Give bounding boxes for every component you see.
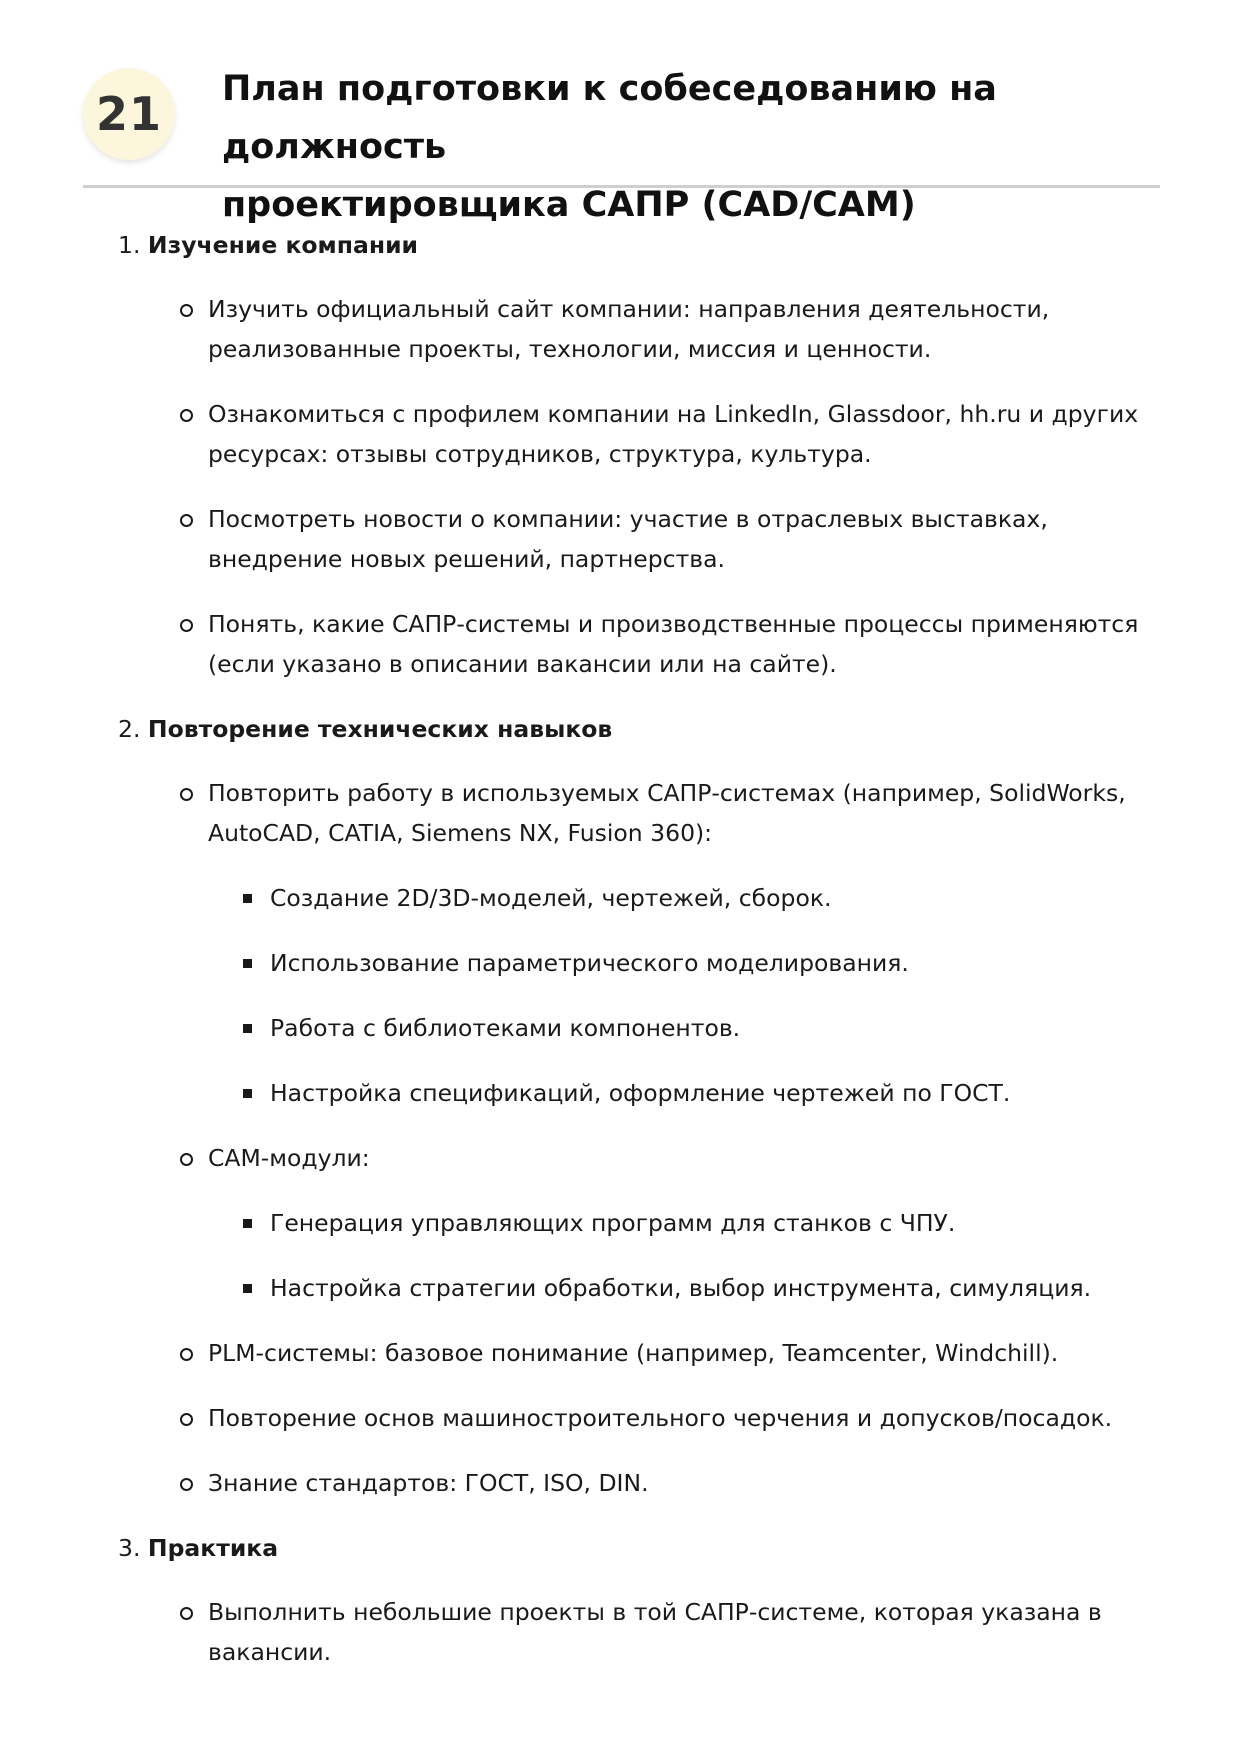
section-company-research [118, 225, 1158, 684]
sub-list-item: Настройка стратегии обработки, выбор инструмента, симуляция. [270, 1268, 1158, 1308]
list-item-text: Знание стандартов: ГОСТ, ISO, DIN. [208, 1469, 649, 1497]
section-number: 1. [118, 231, 141, 259]
page-title-line-2: проектировщика САПР (CAD/CAM) [222, 185, 916, 225]
sub-bullet-list [208, 1203, 1158, 1308]
list-item [208, 1463, 1158, 1503]
section-number: 2. [118, 715, 141, 743]
page-title-line-1: План подготовки к собеседованию на должность [222, 69, 997, 167]
sub-list-item: Использование параметрического моделирования. [270, 943, 1158, 983]
sub-list-item: Создание 2D/3D-моделей, чертежей, сборок. [270, 878, 1158, 918]
list-item [208, 1138, 1158, 1308]
page-header [83, 60, 1160, 225]
list-item-text: Повторение основ машиностроительного черчения и допусков/посадок. [208, 1404, 1113, 1432]
section-number: 3. [118, 1534, 141, 1562]
chapter-number-badge: 21 [83, 68, 175, 160]
section-title: Повторение технических навыков [147, 715, 613, 743]
sub-bullet-list [208, 878, 1158, 1113]
list-item-text: Понять, какие САПР-системы и производственные процессы применяются (если указано в описании вакансии или на сайте). [208, 610, 1139, 678]
list-item-text: PLM-системы: базовое понимание (например, Teamcenter, Windchill). [208, 1339, 1059, 1367]
list-item [208, 1592, 1158, 1672]
list-item-text: Посмотреть новости о компании: участие в отраслевых выставках, внедрение новых решений, партнерства. [208, 505, 1048, 573]
section-title: Практика [147, 1534, 279, 1562]
list-item [208, 1333, 1158, 1373]
section-heading [118, 709, 1158, 749]
bullet-list [118, 1592, 1158, 1672]
list-item [208, 499, 1158, 579]
page-title [222, 60, 1162, 234]
document-body [118, 225, 1158, 1697]
list-item-text: Повторить работу в используемых САПР-системах (например, SolidWorks, AutoCAD, CATIA, Siemens NX, Fusion 360): [208, 779, 1126, 847]
list-item-text: Изучить официальный сайт компании: направления деятельности, реализованные проекты, технологии, миссия и ценности. [208, 295, 1050, 363]
list-item-text: CAM-модули: [208, 1144, 370, 1172]
section-title: Изучение компании [147, 231, 419, 259]
section-heading [118, 225, 1158, 265]
list-item [208, 394, 1158, 474]
list-item-text: Ознакомиться с профилем компании на LinkedIn, Glassdoor, hh.ru и других ресурсах: отзывы сотрудников, структура, культура. [208, 400, 1139, 468]
sub-list-item: Работа с библиотеками компонентов. [270, 1008, 1158, 1048]
section-technical-skills [118, 709, 1158, 1503]
list-item [208, 604, 1158, 684]
sub-list-item: Настройка спецификаций, оформление чертежей по ГОСТ. [270, 1073, 1158, 1113]
sub-list-item: Генерация управляющих программ для станков с ЧПУ. [270, 1203, 1158, 1243]
bullet-list [118, 289, 1158, 684]
list-item [208, 1398, 1158, 1438]
section-practice [118, 1528, 1158, 1672]
bullet-list [118, 773, 1158, 1503]
list-item [208, 289, 1158, 369]
list-item-text: Выполнить небольшие проекты в той САПР-системе, которая указана в вакансии. [208, 1598, 1102, 1666]
list-item [208, 773, 1158, 1113]
section-heading [118, 1528, 1158, 1568]
